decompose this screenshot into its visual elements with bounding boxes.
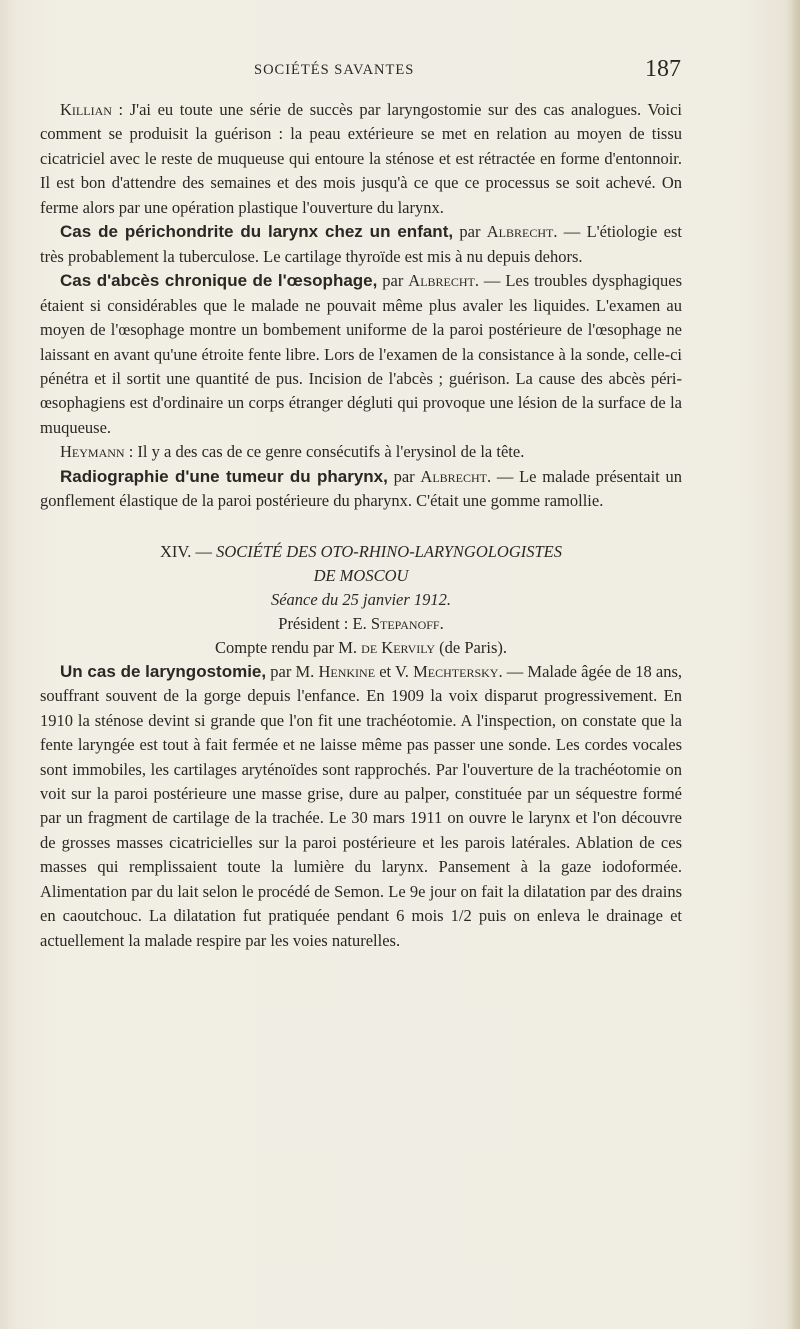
- seance-date: Séance du 25 janvier 1912.: [270, 589, 452, 609]
- page-body: [40, 98, 682, 953]
- paragraph-text: . — Le malade présentait un gonflement élastique de la paroi postérieure du pharynx. C'était une gomme ramollie.: [40, 466, 682, 511]
- paragraph-killian: [40, 98, 682, 220]
- case-author: Albrecht: [420, 466, 487, 486]
- case-author: Albrecht: [408, 271, 475, 291]
- case-author: Albrecht: [486, 222, 554, 242]
- case-by: par M.: [266, 661, 319, 681]
- president-label: Président :: [278, 613, 353, 633]
- case-author: Henkine: [318, 661, 376, 681]
- section-title-line: [40, 540, 682, 564]
- case-title: Radiographie d'une tumeur du pharynx,: [60, 466, 388, 486]
- case-title: Un cas de laryngostomie,: [60, 661, 267, 681]
- paragraph-text: : J'ai eu toute une série de succès par laryngostomie sur des cas analogues. Voici comment se produisit la guérison : la peau extérieure se met en relation au moyen de tissu cicatriciel avec le reste de muqueuse qui entoure la sténose et est rétractée en forme d'entonnoir. Il est bon d'attendre des semaines et des mois jusqu'à ce que ce processus se soit achevé. On ferme alors par une opération plastique l'ouverture du larynx.: [40, 100, 682, 217]
- speaker-name: Heymann: [60, 442, 125, 462]
- paragraph-radiographie: [40, 465, 682, 514]
- report-line: [40, 636, 682, 660]
- paragraph-laryngostomie: [40, 660, 682, 953]
- case-and: et V.: [375, 661, 414, 681]
- paragraph-heymann: [40, 440, 682, 464]
- case-by: par: [387, 466, 421, 486]
- paragraph-text: . — Malade âgée de 18 ans, souffrant souvent de la gorge depuis l'enfance. En 1909 la voix disparut progressivement. En 1910 la sténose devint si grande que l'on fit une trachéotomie. A l'inspection, on constate que la fente laryngée est tout à fait fermée et ne laisse même pas passer une sonde. Les cordes vocales sont immobiles, les cartilages aryténoïdes sont rapprochés. Par l'ouverture de la trachéotomie on voit sur la paroi postérieure une masse grise, dure au palper, constituée par un séquestre formé par un fragment de cartilage de la trachée. Le 30 mars 1911 on ouvre le larynx et l'on découvre de grosses masses cicatricielles sur la paroi postérieure et les parois latérales. Ablation de ces masses qui remplissaient toute la lumière du larynx. Pansement à la gaze iodoformée. Alimentation par du lait selon le procédé de Semon. Le 9e jour on fait la dilatation par des drains en caoutchouc. La dilatation fut pratiquée pendant 6 mois 1/2 puis on enleva le drainage et actuellement la malade respire par les voies naturelles.: [40, 661, 682, 950]
- section-title: SOCIÉTÉ DES OTO-RHINO-LARYNGOLOGISTES: [216, 541, 562, 561]
- paragraph-text: . — Les troubles dysphagiques étaient si considérables que le malade ne pouvait même plus avaler les liquides. L'examen au moyen de l'œsophage montre un bombement uniforme de la paroi postérieure de l'œsophage ne laissant en avant qu'une étroite fente libre. Lors de l'examen de la consistance à la sonde, celle-ci pénétra et il sortit une quantité de pus. Incision de l'abcès ; guérison. La cause des abcès péri-œsophagiens est d'ordinaire un corps étranger dégluti qui provoque une lésion de la surface de la muqueuse.: [40, 271, 682, 437]
- case-title: Cas d'abcès chronique de l'œsophage,: [60, 271, 378, 291]
- report-place: (de Paris).: [435, 637, 507, 657]
- report-name: de Kervily: [361, 637, 436, 657]
- section-title-line-2: DE MOSCOU: [313, 565, 409, 585]
- paragraph-text: : Il y a des cas de ce genre consécutifs à l'erysinol de la tête.: [124, 442, 525, 462]
- running-header: SOCIÉTÉS SAVANTES: [254, 62, 415, 78]
- paragraph-text: . — L'étiologie est très probablement la tuberculose. Le cartilage thyroïde est mis à nu depuis dehors.: [40, 222, 682, 266]
- paragraph-perichondrite: [40, 220, 682, 269]
- page-number: 187: [645, 56, 681, 82]
- report-label: Compte rendu par M.: [214, 637, 362, 657]
- section-number: XIV. —: [160, 541, 217, 561]
- case-by: par: [377, 271, 409, 291]
- section-heading: [40, 540, 682, 660]
- paragraph-abces: [40, 269, 682, 440]
- case-title: Cas de périchondrite du larynx chez un enfant,: [60, 222, 454, 242]
- case-by: par: [453, 222, 487, 242]
- president-line: [40, 612, 682, 636]
- speaker-name: Killian: [60, 100, 112, 119]
- president-name: E. Stepanoff.: [352, 613, 444, 633]
- case-author-2: Mechtersky: [413, 661, 499, 681]
